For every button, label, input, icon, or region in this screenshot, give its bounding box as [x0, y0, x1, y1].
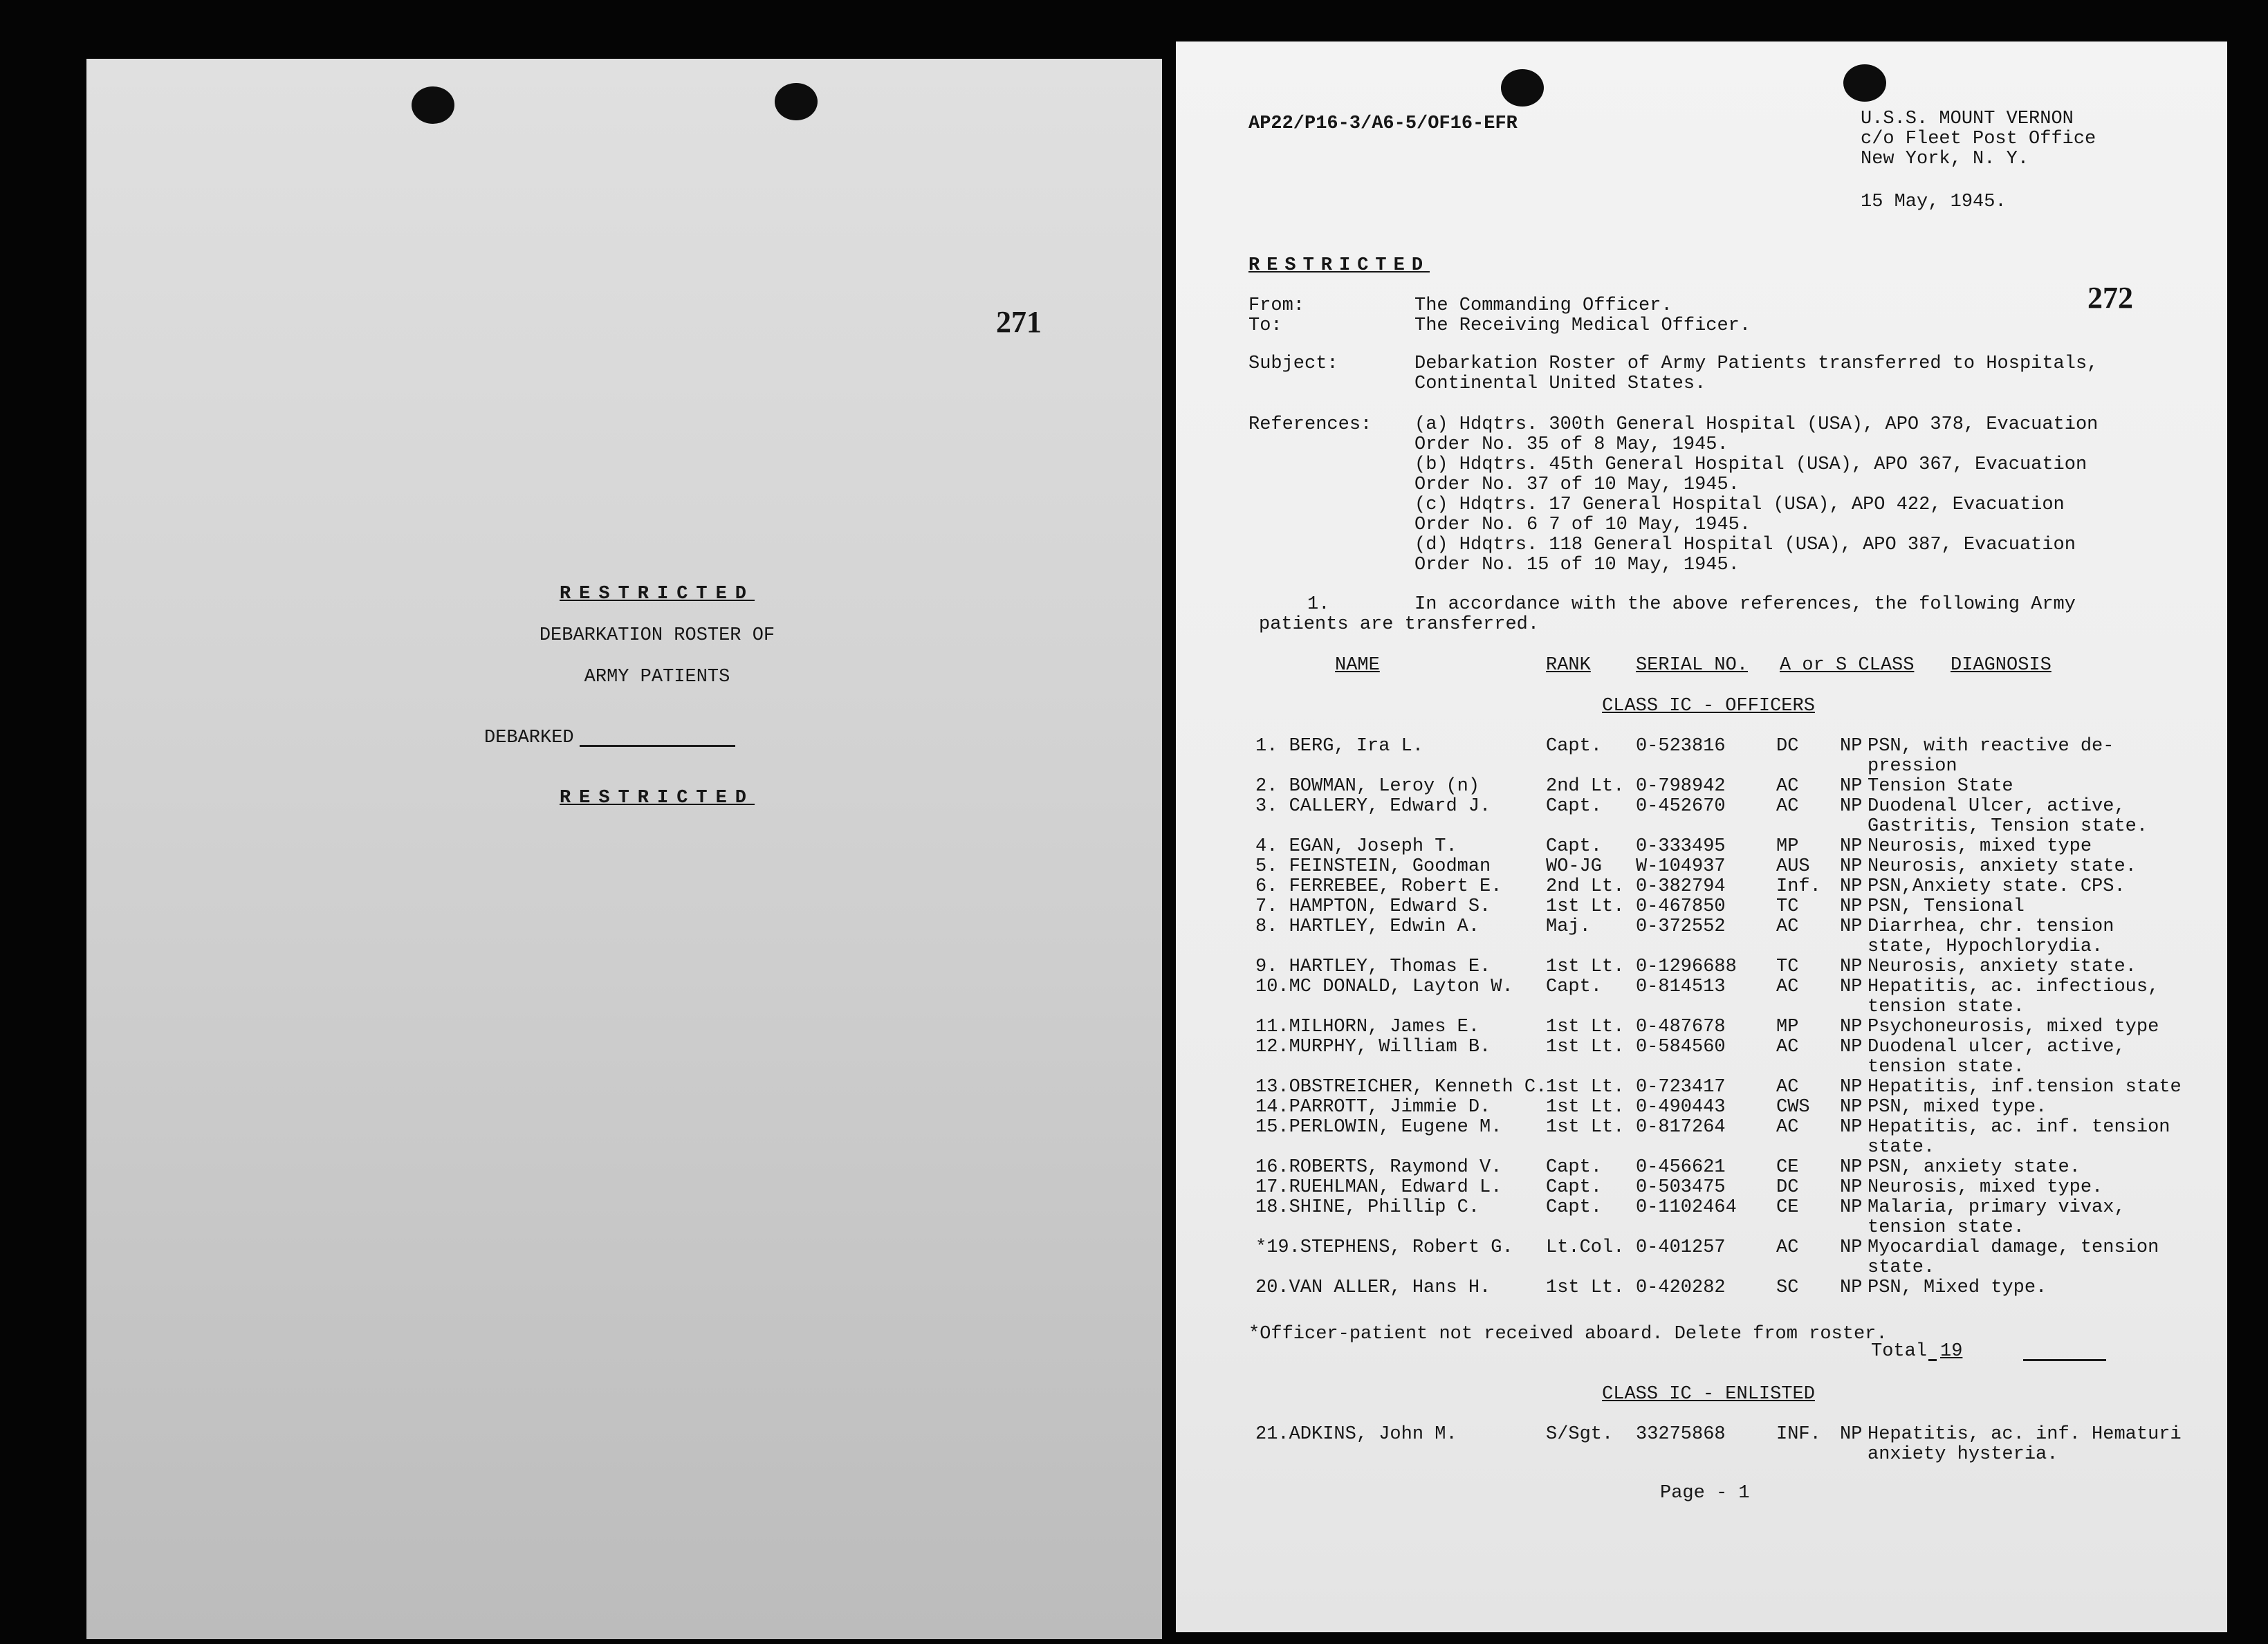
- table-row: [1176, 777, 2227, 797]
- patient-rank: Capt.: [1546, 836, 1603, 857]
- patient-serial: 0-798942: [1636, 776, 1726, 797]
- patient-diagnosis: PSN, Mixed type.: [1868, 1277, 2047, 1298]
- patient-status: NP: [1840, 1424, 1863, 1445]
- address-line-3: New York, N. Y.: [1861, 149, 2029, 169]
- patient-status: NP: [1840, 1037, 1863, 1057]
- patient-diagnosis: Hepatitis, ac. infectious,: [1868, 977, 2159, 997]
- left-page: [86, 59, 1162, 1639]
- paragraph-number: 1.: [1307, 594, 1330, 615]
- patient-serial: 0-401257: [1636, 1237, 1726, 1258]
- patient-rank: Capt.: [1546, 796, 1603, 817]
- debarked-label: DEBARKED: [484, 728, 574, 748]
- patient-rank: 1st Lt.: [1546, 896, 1625, 917]
- patient-name: 21.ADKINS, John M.: [1255, 1424, 1457, 1445]
- patient-rank: Maj.: [1546, 916, 1591, 937]
- table-row: [1176, 1178, 2227, 1198]
- reference-line: Order No. 37 of 10 May, 1945.: [1414, 474, 1740, 495]
- patient-name: 9. HARTLEY, Thomas E.: [1255, 957, 1491, 977]
- classification: RESTRICTED: [1248, 255, 1430, 276]
- patient-diagnosis: Duodenal Ulcer, active,: [1868, 796, 2126, 817]
- patient-serial: 0-1102464: [1636, 1197, 1737, 1218]
- from-value: The Commanding Officer.: [1414, 295, 1672, 316]
- patient-status: NP: [1840, 776, 1863, 797]
- patient-name: 4. EGAN, Joseph T.: [1255, 836, 1457, 857]
- table-row: [1176, 1037, 2227, 1078]
- total-value: 19: [1940, 1341, 1963, 1362]
- patient-status: NP: [1840, 1117, 1863, 1138]
- patient-serial: 0-523816: [1636, 736, 1726, 757]
- patient-branch: MP: [1776, 1017, 1799, 1037]
- patient-serial: 0-487678: [1636, 1017, 1726, 1037]
- page-number: 272: [2087, 281, 2133, 315]
- subject-line-2: Continental United States.: [1414, 373, 1706, 394]
- table-row: [1176, 897, 2227, 917]
- cover-title-line2: ARMY PATIENTS: [584, 667, 730, 687]
- reference-line: Order No. 15 of 10 May, 1945.: [1414, 555, 1740, 575]
- punch-hole: [412, 86, 454, 124]
- address-line-2: c/o Fleet Post Office: [1861, 129, 2096, 149]
- column-header-class: A or S CLASS: [1780, 655, 1915, 676]
- patient-name: 11.MILHORN, James E.: [1255, 1017, 1480, 1037]
- subject-line-1: Debarkation Roster of Army Patients transferred to Hospitals,: [1414, 353, 2099, 374]
- patient-branch: AC: [1776, 1117, 1799, 1138]
- patient-diagnosis: anxiety hysteria.: [1868, 1444, 2058, 1465]
- reference-line: (c) Hdqtrs. 17 General Hospital (USA), APO 422, Evacuation: [1414, 495, 2065, 515]
- patient-name: 7. HAMPTON, Edward S.: [1255, 896, 1491, 917]
- patient-branch: AC: [1776, 1237, 1799, 1258]
- punch-hole: [1843, 64, 1886, 102]
- patient-diagnosis: tension state.: [1868, 1217, 2025, 1238]
- patient-status: NP: [1840, 856, 1863, 877]
- patient-diagnosis: Neurosis, mixed type: [1868, 836, 2092, 857]
- patient-rank: 1st Lt.: [1546, 1037, 1625, 1057]
- table-row: [1176, 957, 2227, 977]
- to-label: To:: [1248, 315, 1282, 336]
- file-code: AP22/P16-3/A6-5/OF16-EFR: [1248, 113, 1518, 134]
- patient-status: NP: [1840, 957, 1863, 977]
- table-row: [1176, 837, 2227, 857]
- patient-rank: 1st Lt.: [1546, 1277, 1625, 1298]
- table-row: [1176, 1078, 2227, 1098]
- patient-name: 12.MURPHY, William B.: [1255, 1037, 1491, 1057]
- patient-branch: TC: [1776, 957, 1799, 977]
- table-row: [1176, 1017, 2227, 1037]
- column-header-name: NAME: [1335, 655, 1380, 676]
- patient-branch: AC: [1776, 977, 1799, 997]
- patient-name: 15.PERLOWIN, Eugene M.: [1255, 1117, 1502, 1138]
- patient-serial: 0-503475: [1636, 1177, 1726, 1198]
- patient-rank: 1st Lt.: [1546, 957, 1625, 977]
- reference-line: (b) Hdqtrs. 45th General Hospital (USA), APO 367, Evacuation: [1414, 454, 2087, 475]
- subject-label: Subject:: [1248, 353, 1338, 374]
- patient-branch: AUS: [1776, 856, 1810, 877]
- patient-diagnosis: Gastritis, Tension state.: [1868, 816, 2148, 837]
- patient-status: NP: [1840, 896, 1863, 917]
- from-label: From:: [1248, 295, 1305, 316]
- patient-name: 10.MC DONALD, Layton W.: [1255, 977, 1513, 997]
- patient-rank: Capt.: [1546, 977, 1603, 997]
- patient-diagnosis: Duodenal ulcer, active,: [1868, 1037, 2126, 1057]
- patient-diagnosis: tension state.: [1868, 1057, 2025, 1078]
- table-row: [1176, 1158, 2227, 1178]
- patient-diagnosis: PSN, Tensional: [1868, 896, 2025, 917]
- column-header-rank: RANK: [1546, 655, 1591, 676]
- patient-name: 8. HARTLEY, Edwin A.: [1255, 916, 1480, 937]
- patient-serial: 0-1296688: [1636, 957, 1737, 977]
- patient-name: 16.ROBERTS, Raymond V.: [1255, 1157, 1502, 1178]
- table-row: [1176, 736, 2227, 777]
- patient-status: NP: [1840, 1197, 1863, 1218]
- patient-rank: 1st Lt.: [1546, 1097, 1625, 1118]
- paragraph-line-2: patients are transferred.: [1259, 614, 1540, 635]
- patient-serial: W-104937: [1636, 856, 1726, 877]
- punch-hole: [1501, 69, 1544, 107]
- patient-serial: 0-584560: [1636, 1037, 1726, 1057]
- debarked-blank-line: [580, 745, 735, 747]
- total-underline-lead: [1928, 1359, 1937, 1361]
- table-row: [1176, 1278, 2227, 1298]
- patient-status: NP: [1840, 736, 1863, 757]
- patient-branch: INF.: [1776, 1424, 1821, 1445]
- table-row: [1176, 1424, 2227, 1465]
- patient-name: 6. FERREBEE, Robert E.: [1255, 876, 1502, 897]
- table-row: [1176, 977, 2227, 1017]
- table-row: [1176, 796, 2227, 837]
- patient-branch: AC: [1776, 916, 1799, 937]
- patient-rank: WO-JG: [1546, 856, 1603, 877]
- patient-rank: Lt.Col.: [1546, 1237, 1625, 1258]
- column-header-serial: SERIAL NO.: [1636, 655, 1749, 676]
- paragraph-line-1: In accordance with the above references, the following Army: [1414, 594, 2076, 615]
- patient-rank: 1st Lt.: [1546, 1077, 1625, 1098]
- patient-diagnosis: Diarrhea, chr. tension: [1868, 916, 2114, 937]
- patient-rank: Capt.: [1546, 1157, 1603, 1178]
- patient-branch: AC: [1776, 1077, 1799, 1098]
- table-row: [1176, 877, 2227, 897]
- total-label: Total: [1871, 1341, 1928, 1362]
- patient-diagnosis: state, Hypochlorydia.: [1868, 936, 2103, 957]
- patient-diagnosis: Psychoneurosis, mixed type: [1868, 1017, 2159, 1037]
- patient-branch: AC: [1776, 776, 1799, 797]
- patient-serial: 33275868: [1636, 1424, 1726, 1445]
- patient-status: NP: [1840, 1177, 1863, 1198]
- footnote: *Officer-patient not received aboard. Delete from roster.: [1248, 1324, 1888, 1345]
- patient-branch: MP: [1776, 836, 1799, 857]
- patient-rank: Capt.: [1546, 1197, 1603, 1218]
- address-line-1: U.S.S. MOUNT VERNON: [1861, 109, 2074, 129]
- page-number: 271: [996, 305, 1042, 339]
- patient-status: NP: [1840, 977, 1863, 997]
- patient-name: *19.STEPHENS, Robert G.: [1255, 1237, 1513, 1258]
- patient-serial: 0-467850: [1636, 896, 1726, 917]
- enlisted-heading: CLASS IC - ENLISTED: [1602, 1384, 1815, 1405]
- patient-rank: 1st Lt.: [1546, 1017, 1625, 1037]
- patient-status: NP: [1840, 1237, 1863, 1258]
- patient-diagnosis: Hepatitis, inf.tension state: [1868, 1077, 2182, 1098]
- patient-branch: TC: [1776, 896, 1799, 917]
- patient-status: NP: [1840, 1157, 1863, 1178]
- column-header-diagnosis: DIAGNOSIS: [1951, 655, 2052, 676]
- patient-name: 2. BOWMAN, Leroy (n): [1255, 776, 1480, 797]
- patient-status: NP: [1840, 876, 1863, 897]
- to-value: The Receiving Medical Officer.: [1414, 315, 1751, 336]
- patient-branch: DC: [1776, 736, 1799, 757]
- patient-rank: 2nd Lt.: [1546, 776, 1625, 797]
- patient-branch: CE: [1776, 1197, 1799, 1218]
- patient-name: 20.VAN ALLER, Hans H.: [1255, 1277, 1491, 1298]
- table-row: [1176, 1117, 2227, 1158]
- patient-status: NP: [1840, 1097, 1863, 1118]
- patient-serial: 0-456621: [1636, 1157, 1726, 1178]
- patient-status: NP: [1840, 836, 1863, 857]
- patient-diagnosis: Malaria, primary vivax,: [1868, 1197, 2126, 1218]
- officers-heading: CLASS IC - OFFICERS: [1602, 696, 1815, 717]
- patient-diagnosis: PSN, with reactive de-: [1868, 736, 2114, 757]
- patient-branch: SC: [1776, 1277, 1799, 1298]
- page-footer: Page - 1: [1660, 1483, 1750, 1504]
- patient-name: 5. FEINSTEIN, Goodman: [1255, 856, 1491, 877]
- patient-name: 18.SHINE, Phillip C.: [1255, 1197, 1480, 1218]
- table-row: [1176, 857, 2227, 877]
- reference-line: (d) Hdqtrs. 118 General Hospital (USA), APO 387, Evacuation: [1414, 535, 2076, 555]
- patient-branch: AC: [1776, 796, 1799, 817]
- right-page: [1176, 41, 2227, 1632]
- patient-name: 3. CALLERY, Edward J.: [1255, 796, 1491, 817]
- patient-diagnosis: Myocardial damage, tension: [1868, 1237, 2159, 1258]
- table-row: [1176, 916, 2227, 957]
- reference-line: Order No. 35 of 8 May, 1945.: [1414, 434, 1728, 455]
- total-blank-line: [2023, 1359, 2106, 1361]
- patient-name: 1. BERG, Ira L.: [1255, 736, 1424, 757]
- references-label: References:: [1248, 414, 1372, 435]
- patient-diagnosis: Neurosis, mixed type.: [1868, 1177, 2103, 1198]
- patient-rank: Capt.: [1546, 1177, 1603, 1198]
- patient-serial: 0-382794: [1636, 876, 1726, 897]
- patient-diagnosis: Hepatitis, ac. inf. tension: [1868, 1117, 2170, 1138]
- patient-name: 17.RUEHLMAN, Edward L.: [1255, 1177, 1502, 1198]
- reference-line: (a) Hdqtrs. 300th General Hospital (USA), APO 378, Evacuation: [1414, 414, 2099, 435]
- patient-diagnosis: PSN, anxiety state.: [1868, 1157, 2081, 1178]
- patient-serial: 0-817264: [1636, 1117, 1726, 1138]
- patient-diagnosis: state.: [1868, 1137, 1935, 1158]
- patient-serial: 0-372552: [1636, 916, 1726, 937]
- patient-status: NP: [1840, 1017, 1863, 1037]
- patient-name: 13.OBSTREICHER, Kenneth C.: [1255, 1077, 1547, 1098]
- patient-diagnosis: tension state.: [1868, 997, 2025, 1017]
- table-row: [1176, 1237, 2227, 1278]
- patient-serial: 0-490443: [1636, 1097, 1726, 1118]
- patient-rank: Capt.: [1546, 736, 1603, 757]
- patient-rank: S/Sgt.: [1546, 1424, 1614, 1445]
- patient-branch: Inf.: [1776, 876, 1821, 897]
- patient-diagnosis: pression: [1868, 756, 1957, 777]
- letter-date: 15 May, 1945.: [1861, 192, 2007, 212]
- patient-serial: 0-333495: [1636, 836, 1726, 857]
- patient-branch: CE: [1776, 1157, 1799, 1178]
- patient-branch: DC: [1776, 1177, 1799, 1198]
- patient-diagnosis: Hepatitis, ac. inf. Hematuri: [1868, 1424, 2182, 1445]
- patient-status: NP: [1840, 1077, 1863, 1098]
- patient-diagnosis: PSN, mixed type.: [1868, 1097, 2047, 1118]
- cover-title-line1: DEBARKATION ROSTER OF: [539, 625, 775, 646]
- table-row: [1176, 1098, 2227, 1118]
- patient-serial: 0-723417: [1636, 1077, 1726, 1098]
- patient-diagnosis: Tension State: [1868, 776, 2013, 797]
- patient-rank: 2nd Lt.: [1546, 876, 1625, 897]
- patient-branch: CWS: [1776, 1097, 1810, 1118]
- patient-serial: 0-452670: [1636, 796, 1726, 817]
- patient-branch: AC: [1776, 1037, 1799, 1057]
- patient-diagnosis: Neurosis, anxiety state.: [1868, 957, 2137, 977]
- patient-status: NP: [1840, 1277, 1863, 1298]
- patient-status: NP: [1840, 796, 1863, 817]
- restricted-heading-top: RESTRICTED: [559, 584, 755, 604]
- patient-serial: 0-814513: [1636, 977, 1726, 997]
- restricted-heading-bottom: RESTRICTED: [559, 788, 755, 809]
- patient-rank: 1st Lt.: [1546, 1117, 1625, 1138]
- punch-hole: [775, 83, 818, 120]
- patient-diagnosis: Neurosis, anxiety state.: [1868, 856, 2137, 877]
- patient-name: 14.PARROTT, Jimmie D.: [1255, 1097, 1491, 1118]
- patient-serial: 0-420282: [1636, 1277, 1726, 1298]
- reference-line: Order No. 6 7 of 10 May, 1945.: [1414, 515, 1751, 535]
- table-row: [1176, 1197, 2227, 1238]
- patient-diagnosis: state.: [1868, 1257, 1935, 1278]
- patient-status: NP: [1840, 916, 1863, 937]
- patient-diagnosis: PSN,Anxiety state. CPS.: [1868, 876, 2126, 897]
